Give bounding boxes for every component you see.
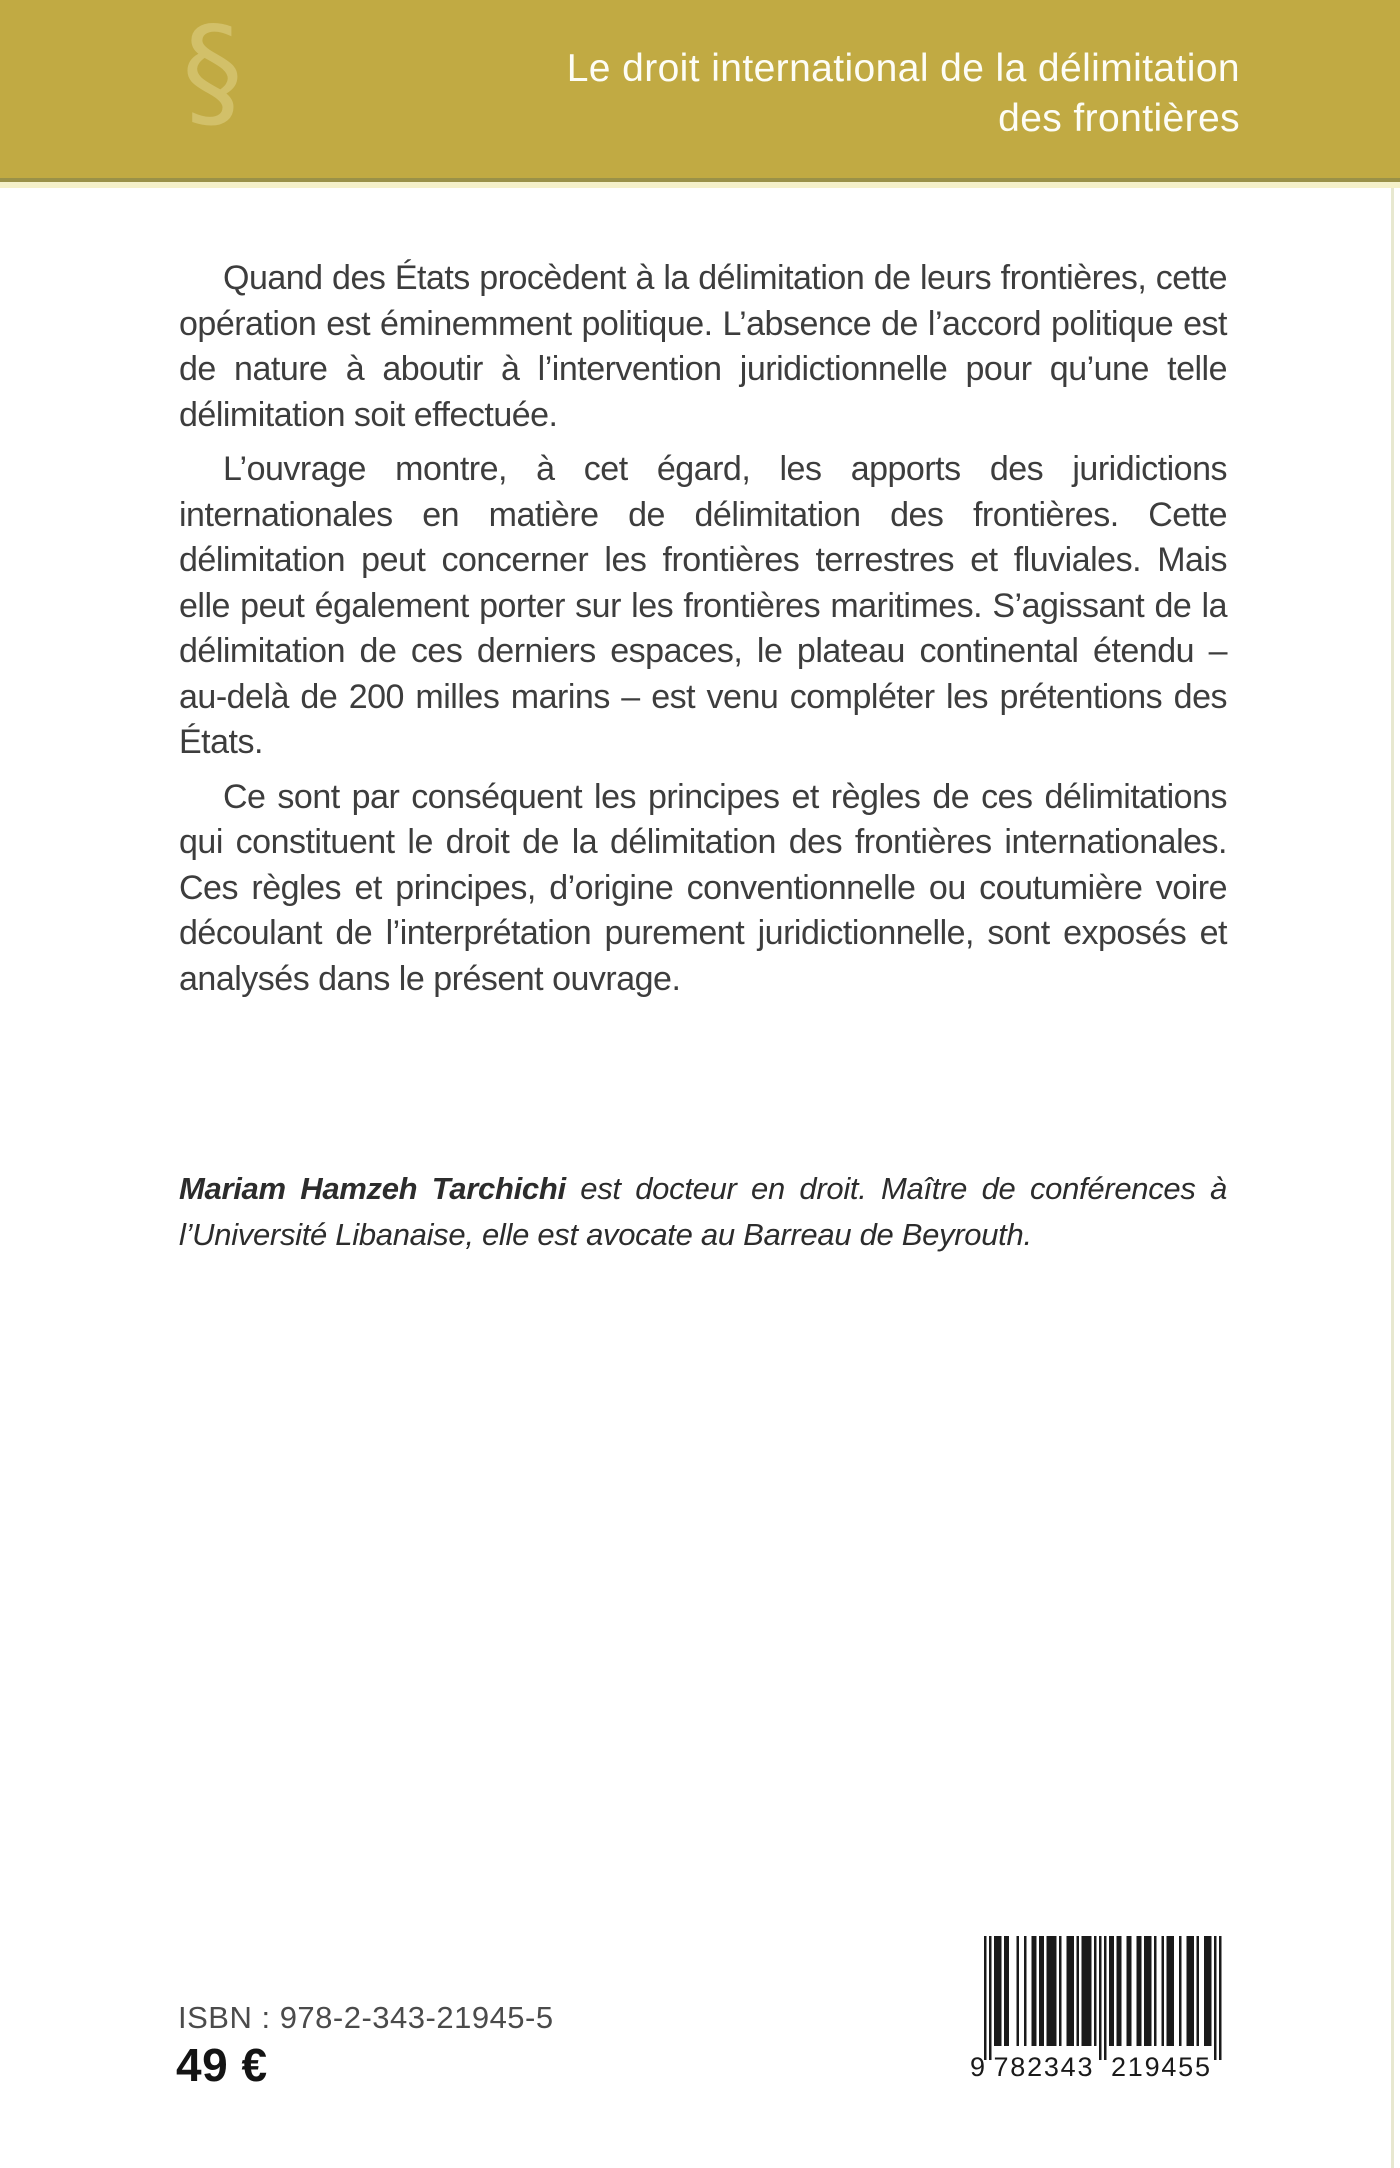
isbn: ISBN : 978-2-343-21945-5 (178, 2000, 554, 2035)
synopsis-paragraph: Quand des États procèdent à la délimitation de leurs frontières, cette opération est éminemment politique. L’absence de l’accord politique est de nature à aboutir à l’intervention juridictionnelle pour qu’une telle délimitation soit effectuée. (179, 259, 1227, 434)
svg-text:9: 9 (970, 2052, 986, 2080)
header-band-edge-light (0, 182, 1400, 188)
book-title-line2: des frontières (998, 97, 1240, 140)
section-paragraph-icon: § (182, 1, 243, 143)
svg-text:782343: 782343 (993, 2052, 1093, 2080)
svg-text:219455: 219455 (1111, 2052, 1210, 2080)
book-title-line1: Le droit international de la délimitation (566, 47, 1240, 90)
synopsis (179, 256, 1227, 1011)
price: 49 € (176, 2039, 268, 2091)
synopsis-paragraph: Ce sont par conséquent les principes et règles de ces délimitations qui constituent le droit de la délimitation des frontières internationales. Ces règles et principes, d’origine conventionnelle ou coutumière voire découlant de l’interprétation purement juridictionnelle, sont exposés et analysés dans le présent ouvrage. (179, 777, 1227, 998)
synopsis-paragraph: L’ouvrage montre, à cet égard, les apports des juridictions internationales en matière de délimitation des frontières. Cette délimitation peut concerner les frontières terrestres et fluviales. Mais elle peut également porter sur les frontières maritimes. S’agissant de la délimitation de ces derniers espaces, le plateau continental étendu – au-delà de 200 milles marins – est venu compléter les prétentions des États. (179, 450, 1227, 761)
book-title (567, 44, 1240, 144)
author-note-text: est docteur en droit. Maître de conférences à l’Université Libanaise, elle est avocate au Barreau de Beyrouth. (179, 1171, 1227, 1252)
author-note (179, 1166, 1227, 1258)
author-name: Mariam Hamzeh Tarchichi (179, 1171, 566, 1206)
ean13-barcode (970, 1936, 1230, 2080)
cover-edge-line (1391, 188, 1394, 2168)
